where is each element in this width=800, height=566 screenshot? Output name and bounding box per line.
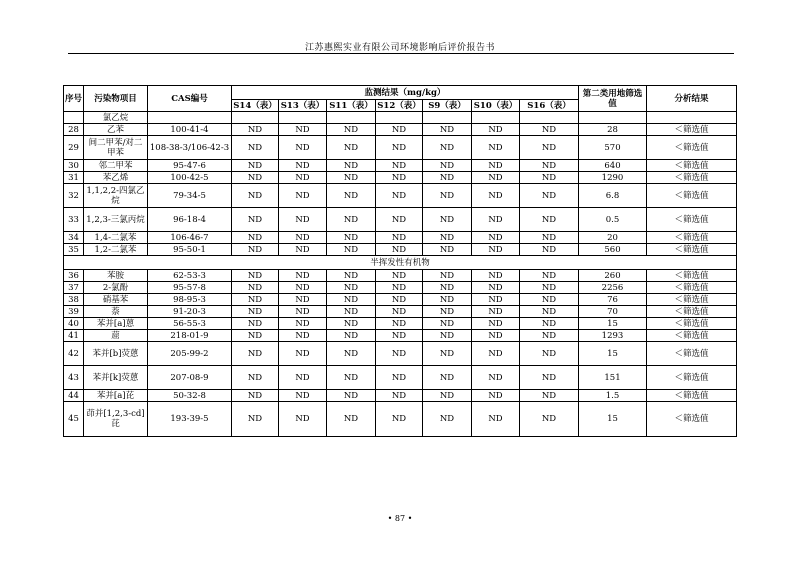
screening-value: 0.5 (579, 208, 647, 232)
monitoring-value: ND (376, 366, 423, 390)
row-number: 38 (64, 294, 84, 306)
pollutant-name: 苯并[b]荧蒽 (84, 342, 148, 366)
table-row (64, 136, 737, 160)
header-divider (68, 53, 734, 54)
monitoring-value: ND (423, 318, 472, 330)
monitoring-value: ND (376, 402, 423, 437)
monitoring-value: ND (327, 318, 376, 330)
monitoring-value: ND (376, 172, 423, 184)
monitoring-value: ND (279, 184, 327, 208)
pollutant-name: 萘 (84, 306, 148, 318)
monitoring-value: ND (423, 270, 472, 282)
monitoring-value: ND (232, 390, 279, 402)
monitoring-value (472, 112, 520, 124)
monitoring-value: ND (423, 342, 472, 366)
monitoring-value: ND (376, 282, 423, 294)
pollutant-name: 苯并[a]蒽 (84, 318, 148, 330)
monitoring-value: ND (279, 366, 327, 390)
screening-value: 151 (579, 366, 647, 390)
cas-number: 56-55-3 (148, 318, 232, 330)
monitoring-value: ND (279, 342, 327, 366)
monitoring-value: ND (423, 232, 472, 244)
monitoring-value: ND (376, 330, 423, 342)
analysis-result (647, 112, 737, 124)
page-header-title: 江苏惠熙实业有限公司环境影响后评价报告书 (304, 43, 495, 53)
pollutant-name: 2-氯酚 (84, 282, 148, 294)
cas-number: 193-39-5 (148, 402, 232, 437)
monitoring-value: ND (520, 318, 579, 330)
analysis-result: ＜筛选值 (647, 306, 737, 318)
header-screen-value: 第二类用地筛选值 (579, 86, 647, 112)
monitoring-value: ND (232, 294, 279, 306)
monitoring-value: ND (376, 390, 423, 402)
table-row (64, 270, 737, 282)
screening-value: 560 (579, 244, 647, 256)
monitoring-value: ND (327, 124, 376, 136)
pollutant-name: 苯乙烯 (84, 172, 148, 184)
monitoring-value: ND (232, 270, 279, 282)
monitoring-value: ND (423, 330, 472, 342)
monitoring-value: ND (327, 244, 376, 256)
table-row (64, 294, 737, 306)
cas-number: 205-99-2 (148, 342, 232, 366)
table-row (64, 390, 737, 402)
monitoring-value: ND (472, 402, 520, 437)
table-header-row-1 (64, 86, 737, 100)
monitoring-value: ND (279, 330, 327, 342)
table-row (64, 160, 737, 172)
monitoring-value: ND (232, 306, 279, 318)
screening-value: 20 (579, 232, 647, 244)
cas-number: 50-32-8 (148, 390, 232, 402)
monitoring-value: ND (279, 282, 327, 294)
analysis-result: ＜筛选值 (647, 232, 737, 244)
cas-number: 218-01-9 (148, 330, 232, 342)
monitoring-value: ND (423, 282, 472, 294)
analysis-result: ＜筛选值 (647, 184, 737, 208)
table-row (64, 244, 737, 256)
monitoring-value: ND (232, 208, 279, 232)
monitoring-value: ND (279, 270, 327, 282)
monitoring-value: ND (520, 366, 579, 390)
monitoring-value: ND (423, 136, 472, 160)
monitoring-value: ND (520, 390, 579, 402)
monitoring-value: ND (520, 160, 579, 172)
cas-number: 106-46-7 (148, 232, 232, 244)
cas-number: 96-18-4 (148, 208, 232, 232)
header-sample: S13（表） (279, 100, 327, 112)
analysis-result: ＜筛选值 (647, 124, 737, 136)
table-row (64, 208, 737, 232)
monitoring-value: ND (472, 342, 520, 366)
monitoring-value: ND (279, 244, 327, 256)
monitoring-value: ND (232, 342, 279, 366)
table-row (64, 366, 737, 390)
analysis-result: ＜筛选值 (647, 160, 737, 172)
monitoring-value: ND (472, 270, 520, 282)
monitoring-value: ND (376, 136, 423, 160)
row-number: 37 (64, 282, 84, 294)
analysis-result: ＜筛选值 (647, 294, 737, 306)
analysis-result: ＜筛选值 (647, 402, 737, 437)
monitoring-value: ND (279, 402, 327, 437)
table-row (64, 232, 737, 244)
table-row (64, 306, 737, 318)
screening-value: 640 (579, 160, 647, 172)
monitoring-value: ND (472, 282, 520, 294)
header-results: 监测结果（mg/kg） (232, 86, 579, 100)
monitoring-value: ND (279, 208, 327, 232)
monitoring-value: ND (232, 124, 279, 136)
monitoring-value: ND (520, 342, 579, 366)
row-number: 35 (64, 244, 84, 256)
monitoring-value: ND (327, 294, 376, 306)
monitoring-value: ND (472, 172, 520, 184)
monitoring-value: ND (472, 330, 520, 342)
monitoring-value: ND (472, 232, 520, 244)
analysis-result: ＜筛选值 (647, 366, 737, 390)
analysis-result: ＜筛选值 (647, 270, 737, 282)
row-number: 36 (64, 270, 84, 282)
screening-value: 6.8 (579, 184, 647, 208)
screening-value: 15 (579, 342, 647, 366)
cas-number: 98-95-3 (148, 294, 232, 306)
monitoring-value: ND (327, 330, 376, 342)
monitoring-value (423, 112, 472, 124)
screening-value: 70 (579, 306, 647, 318)
table-row (64, 184, 737, 208)
monitoring-value: ND (520, 402, 579, 437)
cas-number: 100-41-4 (148, 124, 232, 136)
table-row (64, 124, 737, 136)
pollutant-name: 苯并[k]荧蒽 (84, 366, 148, 390)
monitoring-value: ND (472, 390, 520, 402)
monitoring-value: ND (376, 306, 423, 318)
cas-number: 108-38-3/106-42-3 (148, 136, 232, 160)
monitoring-value: ND (520, 244, 579, 256)
screening-value: 76 (579, 294, 647, 306)
monitoring-value: ND (327, 306, 376, 318)
monitoring-value: ND (232, 172, 279, 184)
row-number: 33 (64, 208, 84, 232)
monitoring-value: ND (520, 294, 579, 306)
row-number: 44 (64, 390, 84, 402)
monitoring-value (232, 112, 279, 124)
pollutant-name: 苯并[a]芘 (84, 390, 148, 402)
analysis-result: ＜筛选值 (647, 244, 737, 256)
monitoring-value: ND (279, 306, 327, 318)
monitoring-value: ND (327, 184, 376, 208)
monitoring-value: ND (472, 160, 520, 172)
monitoring-value (279, 112, 327, 124)
monitoring-value: ND (520, 306, 579, 318)
section-label: 半挥发性有机物 (64, 256, 737, 270)
row-number: 31 (64, 172, 84, 184)
monitoring-value: ND (472, 294, 520, 306)
table-row (64, 172, 737, 184)
header-sample: S9（表） (423, 100, 472, 112)
monitoring-value: ND (423, 306, 472, 318)
monitoring-value: ND (472, 244, 520, 256)
monitoring-value: ND (232, 366, 279, 390)
row-number: 42 (64, 342, 84, 366)
analysis-result: ＜筛选值 (647, 342, 737, 366)
pollutant-name: 氯乙烷 (84, 112, 148, 124)
header-sample: S10（表） (472, 100, 520, 112)
monitoring-value: ND (279, 294, 327, 306)
monitoring-value: ND (327, 136, 376, 160)
row-number: 45 (64, 402, 84, 437)
monitoring-value: ND (472, 124, 520, 136)
pollutant-name: 硝基苯 (84, 294, 148, 306)
monitoring-value: ND (279, 160, 327, 172)
monitoring-value: ND (376, 184, 423, 208)
screening-value (579, 112, 647, 124)
monitoring-value: ND (327, 270, 376, 282)
row-number: 40 (64, 318, 84, 330)
analysis-result: ＜筛选值 (647, 330, 737, 342)
cas-number: 207-08-9 (148, 366, 232, 390)
table-row (64, 342, 737, 366)
monitoring-value: ND (472, 366, 520, 390)
monitoring-value: ND (472, 208, 520, 232)
header-sample: S16（表） (520, 100, 579, 112)
header-sample: S12（表） (377, 100, 421, 111)
monitoring-value: ND (327, 366, 376, 390)
monitoring-value: ND (520, 282, 579, 294)
monitoring-value: ND (472, 306, 520, 318)
header-no: 序号 (64, 86, 84, 112)
monitoring-value: ND (520, 270, 579, 282)
cas-number: 62-53-3 (148, 270, 232, 282)
monitoring-value: ND (376, 232, 423, 244)
pollutant-name: 间二甲苯/对二甲苯 (84, 136, 148, 160)
screening-value: 1290 (579, 172, 647, 184)
monitoring-value: ND (232, 184, 279, 208)
screening-value: 1.5 (579, 390, 647, 402)
monitoring-value: ND (327, 390, 376, 402)
section-row (64, 256, 737, 270)
monitoring-value: ND (327, 172, 376, 184)
row-number: 43 (64, 366, 84, 390)
analysis-result: ＜筛选值 (647, 136, 737, 160)
header-analysis: 分析结果 (647, 86, 737, 112)
monitoring-value: ND (232, 282, 279, 294)
pollutant-name: 1,1,2,2-四氯乙烷 (84, 184, 148, 208)
cas-number: 95-57-8 (148, 282, 232, 294)
table-body-semivolatile (64, 270, 737, 437)
monitoring-value: ND (423, 390, 472, 402)
monitoring-value: ND (423, 208, 472, 232)
cas-number: 100-42-5 (148, 172, 232, 184)
monitoring-value: ND (423, 402, 472, 437)
monitoring-value: ND (376, 244, 423, 256)
monitoring-value: ND (423, 124, 472, 136)
monitoring-value: ND (279, 318, 327, 330)
monitoring-value: ND (232, 136, 279, 160)
monitoring-value: ND (327, 282, 376, 294)
row-number: 28 (64, 124, 84, 136)
table-row (64, 330, 737, 342)
row-number: 30 (64, 160, 84, 172)
monitoring-value: ND (376, 318, 423, 330)
monitoring-value: ND (472, 184, 520, 208)
monitoring-value: ND (376, 270, 423, 282)
monitoring-value: ND (327, 208, 376, 232)
cas-number: 95-47-6 (148, 160, 232, 172)
analysis-result: ＜筛选值 (647, 172, 737, 184)
pollutant-name: 茚并[1,2,3-cd]芘 (84, 402, 148, 437)
row-number: 29 (64, 136, 84, 160)
monitoring-value (520, 112, 579, 124)
cas-number: 91-20-3 (148, 306, 232, 318)
table-row (64, 402, 737, 437)
screening-value: 15 (579, 318, 647, 330)
table-row (64, 318, 737, 330)
cas-number (148, 112, 232, 124)
monitoring-value: ND (376, 294, 423, 306)
monitoring-value: ND (327, 232, 376, 244)
soil-monitoring-table (63, 85, 737, 437)
monitoring-value: ND (520, 330, 579, 342)
monitoring-value: ND (327, 342, 376, 366)
row-number: 32 (64, 184, 84, 208)
monitoring-value: ND (520, 232, 579, 244)
monitoring-value: ND (472, 318, 520, 330)
monitoring-value: ND (327, 402, 376, 437)
pollutant-name: 乙苯 (84, 124, 148, 136)
monitoring-value: ND (376, 160, 423, 172)
monitoring-value: ND (279, 172, 327, 184)
monitoring-value: ND (423, 172, 472, 184)
monitoring-value: ND (520, 124, 579, 136)
monitoring-value: ND (520, 184, 579, 208)
monitoring-value: ND (423, 160, 472, 172)
screening-value: 15 (579, 402, 647, 437)
page-number: • 87 • (387, 514, 413, 523)
monitoring-value: ND (423, 244, 472, 256)
pollutant-name: 邻二甲苯 (84, 160, 148, 172)
analysis-result: ＜筛选值 (647, 208, 737, 232)
analysis-result: ＜筛选值 (647, 282, 737, 294)
monitoring-value: ND (472, 136, 520, 160)
monitoring-value: ND (423, 184, 472, 208)
monitoring-value: ND (232, 160, 279, 172)
header-cas: CAS编号 (148, 86, 232, 112)
monitoring-value: ND (232, 330, 279, 342)
row-number (64, 112, 84, 124)
row-number: 34 (64, 232, 84, 244)
pollutant-name: 1,2-二氯苯 (84, 244, 148, 256)
table-body-volatile (64, 112, 737, 256)
screening-value: 28 (579, 124, 647, 136)
screening-value: 570 (579, 136, 647, 160)
monitoring-value: ND (279, 232, 327, 244)
monitoring-value: ND (279, 390, 327, 402)
monitoring-value: ND (376, 208, 423, 232)
pollutant-name: 1,2,3-三氯丙烷 (84, 208, 148, 232)
table-section (64, 256, 737, 270)
monitoring-value: ND (232, 402, 279, 437)
monitoring-value: ND (327, 160, 376, 172)
analysis-result: ＜筛选值 (647, 390, 737, 402)
row-number: 41 (64, 330, 84, 342)
pollutant-name: 1,4-二氯苯 (84, 232, 148, 244)
pollutant-name: 䓛 (84, 330, 148, 342)
header-sample: S14（表） (233, 100, 277, 111)
monitoring-value: ND (232, 318, 279, 330)
monitoring-value: ND (232, 232, 279, 244)
monitoring-value (376, 112, 423, 124)
analysis-result: ＜筛选值 (647, 318, 737, 330)
table-row (64, 282, 737, 294)
monitoring-value: ND (232, 244, 279, 256)
header-sample: S11（表） (327, 100, 376, 112)
screening-value: 1293 (579, 330, 647, 342)
row-number: 39 (64, 306, 84, 318)
monitoring-value: ND (376, 124, 423, 136)
monitoring-value: ND (423, 294, 472, 306)
screening-value: 2256 (579, 282, 647, 294)
monitoring-value: ND (279, 124, 327, 136)
monitoring-value: ND (423, 366, 472, 390)
monitoring-value: ND (520, 172, 579, 184)
monitoring-value: ND (520, 208, 579, 232)
header-item: 污染物项目 (84, 86, 148, 112)
cas-number: 79-34-5 (148, 184, 232, 208)
monitoring-value: ND (279, 136, 327, 160)
monitoring-value: ND (376, 342, 423, 366)
cas-number: 95-50-1 (148, 244, 232, 256)
pollutant-name: 苯胺 (84, 270, 148, 282)
monitoring-value (327, 112, 376, 124)
table-row (64, 112, 737, 124)
screening-value: 260 (579, 270, 647, 282)
monitoring-value: ND (520, 136, 579, 160)
